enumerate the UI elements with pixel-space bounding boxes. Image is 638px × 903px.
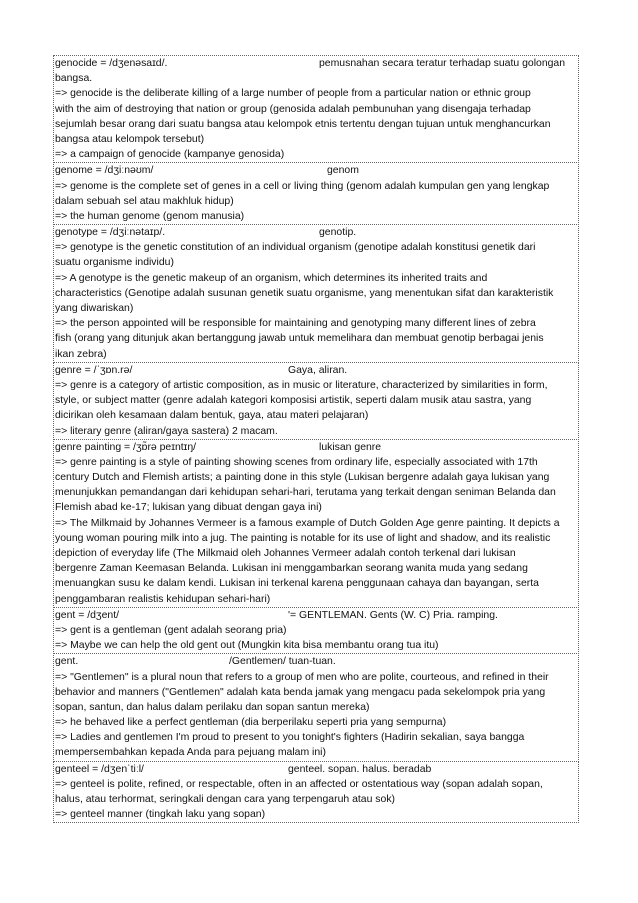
definition-line: => genocide is the deliberate killing of a large number of people from a particular nation or ethnic group [55,88,531,100]
entry-header [55,56,578,71]
entry-header [55,440,578,455]
definition-line: => he behaved like a perfect gentleman (dia berperilaku seperti pria yang sempurna) [55,717,447,729]
translation: Gaya, aliran. [288,364,348,376]
entry-header [55,225,578,240]
definition-line: bangsa. [55,73,93,85]
definition-line: dicirikan oleh kesamaan dalam bentuk, gaya, atau materi pelajaran) [55,410,369,422]
definition-line: mempersembahkan kepada Anda para pejuang malam ini) [55,747,326,759]
definition-line: style, or subject matter (genre adalah kategori komposisi artistik, seperti dalam musik atau sastra, yang [55,395,532,407]
headword: gent = /dʒent/ [55,609,120,621]
definition-line: => genteel manner (tingkah laku yang sopan) [55,809,266,821]
translation: lukisan genre [319,441,382,453]
entry-header [55,363,578,378]
translation: '= GENTLEMAN. Gents (W. C) Pria. ramping. [288,609,498,621]
dictionary-entry [53,761,579,824]
definition-line: => genre is a category of artistic composition, as in music or literature, characterized by similarities in form, [55,379,548,391]
headword: genotype = /dʒiːnətaɪp/. [55,227,166,239]
definition-line: => gent is a gentleman (gent adalah seorang pria) [55,624,287,636]
translation: /Gentlemen/ tuan-tuan. [229,656,336,668]
definition-line: => genotype is the genetic constitution of an individual organism (genotipe adalah konstitusi genetik dari [55,242,536,254]
definition-line: sejumlah besar orang dari suatu bangsa atau kelompok etnis tertentu dengan tujuan untuk menghancurkan [55,118,551,130]
definition-line: halus, atau terhormat, seringkali dengan cara yang terpengaruh atau sok) [55,794,396,805]
translation: pemusnahan secara teratur terhadap suatu golongan [319,58,566,69]
translation: genom [327,165,359,177]
dictionary-entry [53,607,579,655]
definition-line: ikan zebra) [55,348,107,360]
definition-line: sopan, santun, dan halus dalam perilaku dan sopan santun mereka) [55,701,370,713]
headword: genome = /dʒiːnəʊm/ [55,165,154,177]
dictionary-entry [53,162,579,225]
headword: genteel = /dʒenˈtiːl/ [55,763,144,775]
dictionary-entry [53,653,579,761]
definition-line: => genteel is polite, refined, or respectable, often in an affected or ostentatious way (sopan adalah sopan, [55,778,543,790]
definition-line: young woman pouring milk into a jug. The painting is notable for its use of light and shadow, and its realistic [55,532,551,544]
definition-line: yang diwariskan) [55,303,134,314]
dictionary-entry [53,439,579,608]
dictionary-entry [53,55,579,163]
definition-line: => the human genome (genom manusia) [55,210,245,222]
headword: genre = /ˈʒɒn.rə/ [55,364,133,376]
entry-header [55,762,578,777]
dictionary-entry [53,362,579,440]
definition-line: century Dutch and Flemish artists; a painting done in this style (Lukisan bergenre adalah gaya lukisan yang [55,472,550,484]
dictionary-page [53,56,579,823]
headword: genre painting = /ʒɒ̃rə peɪntɪŋ/ [55,441,197,453]
entry-header [55,654,578,669]
definition-line: => the person appointed will be responsible for maintaining and genotyping many different lines of zebra [55,318,536,330]
definition-line: => The Milkmaid by Johannes Vermeer is a famous example of Dutch Golden Age genre painting. It depicts a [55,517,560,529]
definition-line: => genre painting is a style of painting showing scenes from ordinary life, especially associated with 17th [55,456,538,468]
definition-line: characteristics (Genotipe adalah susunan genetik suatu organisme, yang menentukan sifat dan karakteristik [55,287,554,299]
definition-line: penggambaran realistis kehidupan sehari-hari) [55,593,271,605]
definition-line: depiction of everyday life (The Milkmaid oleh Johannes Vermeer adalah contoh terkenal dari lukisan [55,548,516,559]
definition-line: => A genotype is the genetic makeup of an organism, which determines its inherited traits and [55,272,488,284]
headword: genocide = /dʒenəsaɪd/. [55,58,168,69]
headword: gent. [55,656,79,668]
definition-line: bergenre Zaman Keemasan Belanda. Lukisan ini menggambarkan seorang wanita muda yang sedang [55,563,528,575]
definition-line: => "Gentlemen" is a plural noun that refers to a group of men who are polite, courteous, and refined in their [55,671,549,683]
definition-line: suatu organisme individu) [55,257,174,269]
definition-line: bangsa atau kelompok tersebut) [55,133,205,145]
definition-line: Flemish abad ke-17; lukisan yang dibuat dengan gaya ini) [55,502,322,514]
entry-header [55,608,578,623]
dictionary-entry [53,224,579,363]
definition-line: dalam sebuah sel atau makhluk hidup) [55,195,234,207]
definition-line: => a campaign of genocide (kampanye genosida) [55,149,285,161]
definition-line: => Ladies and gentlemen I'm proud to present to you tonight's fighters (Hadirin sekalian, saya bangga [55,732,525,744]
definition-line: behavior and manners ("Gentlemen" adalah kata benda jamak yang mengacu pada sekelompok pria yang [55,686,546,698]
definition-line: => Maybe we can help the old gent out (Mungkin kita bisa membantu orang tua itu) [55,640,439,652]
definition-line: => genome is the complete set of genes in a cell or living thing (genom adalah kumpulan gen yang lengkap [55,180,550,192]
translation: genteel. sopan. halus. beradab [288,763,432,775]
definition-line: menunjukkan pemandangan dari kehidupan sehari-hari, terutama yang terkait dengan seniman Belanda dan [55,487,556,499]
definition-line: fish (orang yang ditunjuk akan bertanggung jawab untuk memelihara dan membuat genotip berbagai jenis [55,333,544,345]
definition-line: with the aim of destroying that nation or group (genosida adalah pembunuhan yang disengaja terhadap [55,103,531,115]
entry-header [55,163,578,178]
definition-line: menuangkan susu ke dalam kendi. Lukisan ini terkenal karena penggunaan cahaya dan bayangan, serta [55,578,539,590]
translation: genotip. [319,227,357,239]
definition-line: => literary genre (aliran/gaya sastera) 2 macam. [55,425,278,437]
